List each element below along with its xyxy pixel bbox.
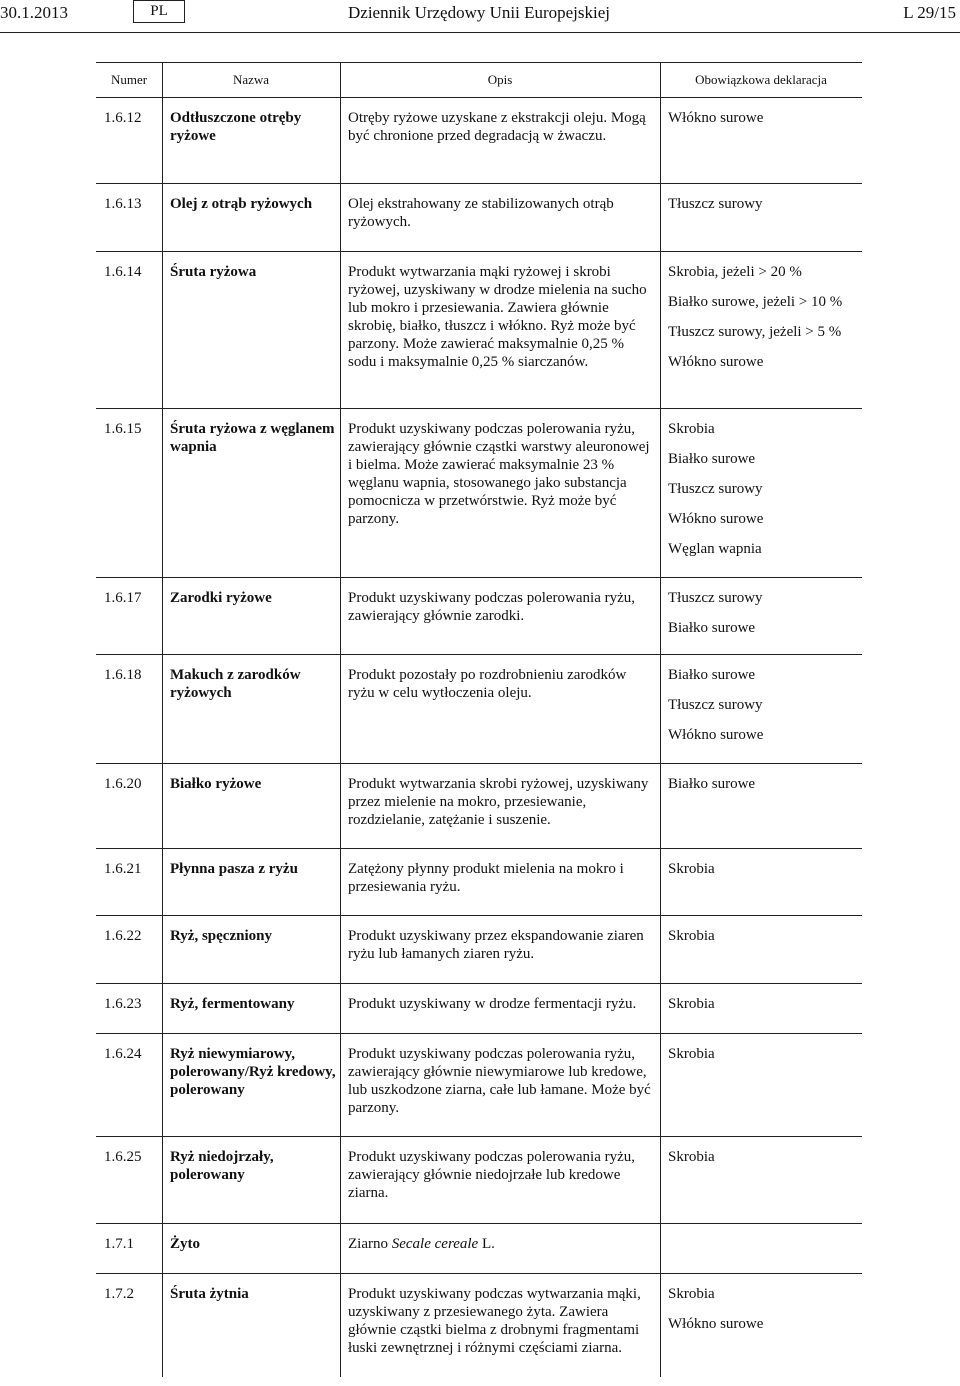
- column-divider: [660, 578, 661, 654]
- row-description: [348, 1235, 656, 1253]
- column-divider: [162, 409, 163, 577]
- column-divider: [340, 63, 341, 97]
- declaration-item: Węglan wapnia: [668, 541, 762, 557]
- column-header-name: Nazwa: [232, 72, 270, 87]
- declaration-item: Tłuszcz surowy, jeżeli > 5 %: [668, 324, 842, 340]
- latin-name: Secale cereale: [391, 1236, 479, 1252]
- publication-date: 30.1.2013: [0, 3, 68, 22]
- declaration-item: Tłuszcz surowy: [668, 697, 763, 713]
- row-number: 1.6.18: [104, 667, 142, 683]
- page-reference: L 29/15: [903, 3, 956, 22]
- column-divider: [162, 655, 163, 763]
- column-divider: [340, 655, 341, 763]
- column-divider: [162, 63, 163, 97]
- row-declaration: [668, 854, 860, 884]
- table-row: [96, 984, 862, 1034]
- column-divider: [340, 252, 341, 408]
- column-divider: [660, 849, 661, 915]
- column-divider: [660, 252, 661, 408]
- column-divider: [162, 764, 163, 848]
- column-divider: [162, 849, 163, 915]
- column-divider: [340, 184, 341, 251]
- column-header-declaration: Obowiązkowa deklaracja: [695, 72, 827, 87]
- row-name: Ryż, fermentowany: [170, 996, 295, 1012]
- description-text: L.: [478, 1236, 495, 1252]
- row-number: 1.7.2: [104, 1286, 134, 1302]
- column-divider: [162, 1224, 163, 1273]
- row-description: Produkt uzyskiwany podczas polerowania ryżu, zawierający głównie cząstki warstwy aleuronowej i bielma. Może zawierać maksymalnie 23 % węglanu wapnia, stosowanego jako substancja pomocnicza w przetwórstwie. Ryż może być parzony.: [348, 421, 650, 527]
- column-divider: [340, 98, 341, 183]
- column-divider: [162, 1137, 163, 1223]
- table-row: [96, 252, 862, 409]
- column-divider: [340, 916, 341, 983]
- row-name: Płynna pasza z ryżu: [170, 861, 298, 877]
- declaration-item: Włókno surowe: [668, 727, 764, 743]
- row-name: Białko ryżowe: [170, 776, 262, 792]
- column-divider: [340, 1274, 341, 1377]
- header-divider: [0, 32, 960, 33]
- row-name: Ryż, spęczniony: [170, 928, 272, 944]
- row-name: Żyto: [170, 1236, 200, 1252]
- row-number: 1.6.12: [104, 110, 142, 126]
- declaration-item: Skrobia: [668, 1286, 715, 1302]
- row-name: Śruta żytnia: [170, 1286, 249, 1302]
- column-divider: [660, 916, 661, 983]
- table-row: [96, 916, 862, 984]
- column-divider: [162, 98, 163, 183]
- row-name: Odtłuszczone otręby ryżowe: [170, 110, 302, 144]
- row-declaration: [668, 769, 860, 799]
- column-divider: [660, 1137, 661, 1223]
- table-row: [96, 98, 862, 184]
- column-divider: [660, 984, 661, 1033]
- feed-materials-table: [96, 62, 862, 1377]
- column-divider: [660, 98, 661, 183]
- declaration-item: Skrobia: [668, 1046, 715, 1062]
- declaration-item: Białko surowe: [668, 451, 756, 467]
- row-number: 1.7.1: [104, 1236, 134, 1252]
- row-description: Produkt pozostały po rozdrobnieniu zarodków ryżu w celu wytłoczenia oleju.: [348, 667, 627, 701]
- table-row: [96, 1034, 862, 1137]
- declaration-item: Tłuszcz surowy: [668, 196, 763, 212]
- declaration-item: Skrobia: [668, 996, 715, 1012]
- row-name: Olej z otrąb ryżowych: [170, 196, 313, 212]
- row-description: Olej ekstrahowany ze stabilizowanych otrąb ryżowych.: [348, 196, 614, 230]
- column-divider: [340, 578, 341, 654]
- declaration-item: Tłuszcz surowy: [668, 590, 763, 606]
- column-header-description: Opis: [487, 72, 513, 87]
- column-divider: [162, 984, 163, 1033]
- column-divider: [660, 1274, 661, 1377]
- column-divider: [162, 578, 163, 654]
- row-declaration: [668, 1142, 860, 1172]
- declaration-item: Skrobia, jeżeli > 20 %: [668, 264, 802, 280]
- row-number: 1.6.23: [104, 996, 142, 1012]
- table-row: [96, 409, 862, 578]
- table-row: [96, 578, 862, 655]
- table-row: [96, 764, 862, 849]
- row-declaration: [668, 660, 860, 750]
- column-divider: [340, 849, 341, 915]
- column-divider: [340, 409, 341, 577]
- table-row: [96, 655, 862, 764]
- row-declaration: [668, 1279, 860, 1339]
- declaration-item: Skrobia: [668, 928, 715, 944]
- row-declaration: [668, 921, 860, 951]
- declaration-item: Białko surowe: [668, 620, 756, 636]
- column-divider: [340, 1137, 341, 1223]
- declaration-item: Skrobia: [668, 861, 715, 877]
- column-divider: [340, 764, 341, 848]
- declaration-item: Włókno surowe: [668, 1316, 764, 1332]
- description-text: Ziarno: [348, 1236, 392, 1252]
- column-divider: [660, 655, 661, 763]
- table-row: [96, 1137, 862, 1224]
- column-divider: [162, 1034, 163, 1136]
- column-divider: [660, 63, 661, 97]
- row-declaration: [668, 189, 860, 219]
- declaration-item: Skrobia: [668, 1149, 715, 1165]
- column-divider: [660, 184, 661, 251]
- row-number: 1.6.15: [104, 421, 142, 437]
- row-name: Ryż niewymiarowy, polerowany/Ryż kredowy, polerowany: [170, 1046, 336, 1098]
- column-divider: [162, 916, 163, 983]
- column-divider: [162, 252, 163, 408]
- row-description: Zatężony płynny produkt mielenia na mokro i przesiewania ryżu.: [348, 861, 624, 895]
- row-number: 1.6.21: [104, 861, 142, 877]
- declaration-item: Tłuszcz surowy: [668, 481, 763, 497]
- table-row: [96, 1274, 862, 1377]
- row-description: Produkt uzyskiwany przez ekspandowanie ziaren ryżu lub łamanych ziaren ryżu.: [348, 928, 644, 962]
- row-declaration: [668, 414, 860, 564]
- column-divider: [660, 764, 661, 848]
- page-header: [0, 0, 960, 34]
- row-description: Produkt wytwarzania mąki ryżowej i skrobi ryżowej, uzyskiwany w drodze mielenia na sucho lub mokro i przesiewania. Zawiera głównie skrobię, białko, tłuszcz i włókno. Ryż może być parzony. Może zawierać maksymalnie 0,25 % sodu i maksymalnie 0,25 % siarczanów.: [348, 264, 647, 370]
- row-name: Ryż niedojrzały, polerowany: [170, 1149, 274, 1183]
- row-declaration: [668, 1039, 860, 1069]
- row-description: Otręby ryżowe uzyskane z ekstrakcji oleju. Mogą być chronione przed degradacją w żwaczu.: [348, 110, 646, 144]
- column-divider: [340, 984, 341, 1033]
- row-name: Śruta ryżowa: [170, 264, 257, 280]
- row-declaration: [668, 583, 860, 643]
- declaration-item: Włókno surowe: [668, 511, 764, 527]
- row-declaration: [668, 103, 860, 133]
- row-name: Makuch z zarodków ryżowych: [170, 667, 301, 701]
- column-divider: [340, 1034, 341, 1136]
- row-description: Produkt uzyskiwany podczas polerowania ryżu, zawierający głównie niewymiarowe lub kredowe, lub uszkodzone ziarna, całe lub łamane. Może być parzony.: [348, 1046, 651, 1116]
- column-divider: [162, 1274, 163, 1377]
- declaration-item: Włókno surowe: [668, 110, 764, 126]
- table-row: [96, 849, 862, 916]
- column-divider: [162, 184, 163, 251]
- column-divider: [660, 409, 661, 577]
- table-row: [96, 184, 862, 252]
- row-number: 1.6.17: [104, 590, 142, 606]
- column-divider: [340, 1224, 341, 1273]
- language-badge: PL: [133, 0, 185, 23]
- row-description: Produkt uzyskiwany podczas wytwarzania mąki, uzyskiwany z przesiewanego żyta. Zawiera głównie cząstki bielma z drobnymi fragmentami łuski zewnętrznej i różnymi częściami ziarna.: [348, 1286, 641, 1356]
- declaration-item: Białko surowe: [668, 776, 756, 792]
- row-number: 1.6.20: [104, 776, 142, 792]
- declaration-item: Białko surowe: [668, 667, 756, 683]
- row-name: Zarodki ryżowe: [170, 590, 272, 606]
- table-header: [96, 62, 862, 98]
- row-description: Produkt uzyskiwany w drodze fermentacji ryżu.: [348, 996, 637, 1012]
- row-number: 1.6.14: [104, 264, 142, 280]
- row-number: 1.6.13: [104, 196, 142, 212]
- declaration-item: Białko surowe, jeżeli > 10 %: [668, 294, 843, 310]
- table-body: [96, 98, 862, 1377]
- row-description: Produkt uzyskiwany podczas polerowania ryżu, zawierający głównie niedojrzałe lub kredowe ziarna.: [348, 1149, 636, 1201]
- column-divider: [660, 1034, 661, 1136]
- row-declaration: [668, 989, 860, 1019]
- row-number: 1.6.24: [104, 1046, 142, 1062]
- row-name: Śruta ryżowa z węglanem wapnia: [170, 421, 335, 455]
- row-number: 1.6.25: [104, 1149, 142, 1165]
- journal-title: Dziennik Urzędowy Unii Europejskiej: [348, 3, 611, 22]
- row-description: Produkt wytwarzania skrobi ryżowej, uzyskiwany przez mielenie na mokro, przesiewanie, rozdzielanie, zatężanie i suszenie.: [348, 776, 649, 828]
- row-declaration: [668, 257, 860, 377]
- declaration-item: Skrobia: [668, 421, 715, 437]
- row-number: 1.6.22: [104, 928, 142, 944]
- table-row: [96, 1224, 862, 1274]
- row-description: Produkt uzyskiwany podczas polerowania ryżu, zawierający głównie zarodki.: [348, 590, 636, 624]
- declaration-item: Włókno surowe: [668, 354, 764, 370]
- column-divider: [660, 1224, 661, 1273]
- column-header-number: Numer: [110, 72, 148, 87]
